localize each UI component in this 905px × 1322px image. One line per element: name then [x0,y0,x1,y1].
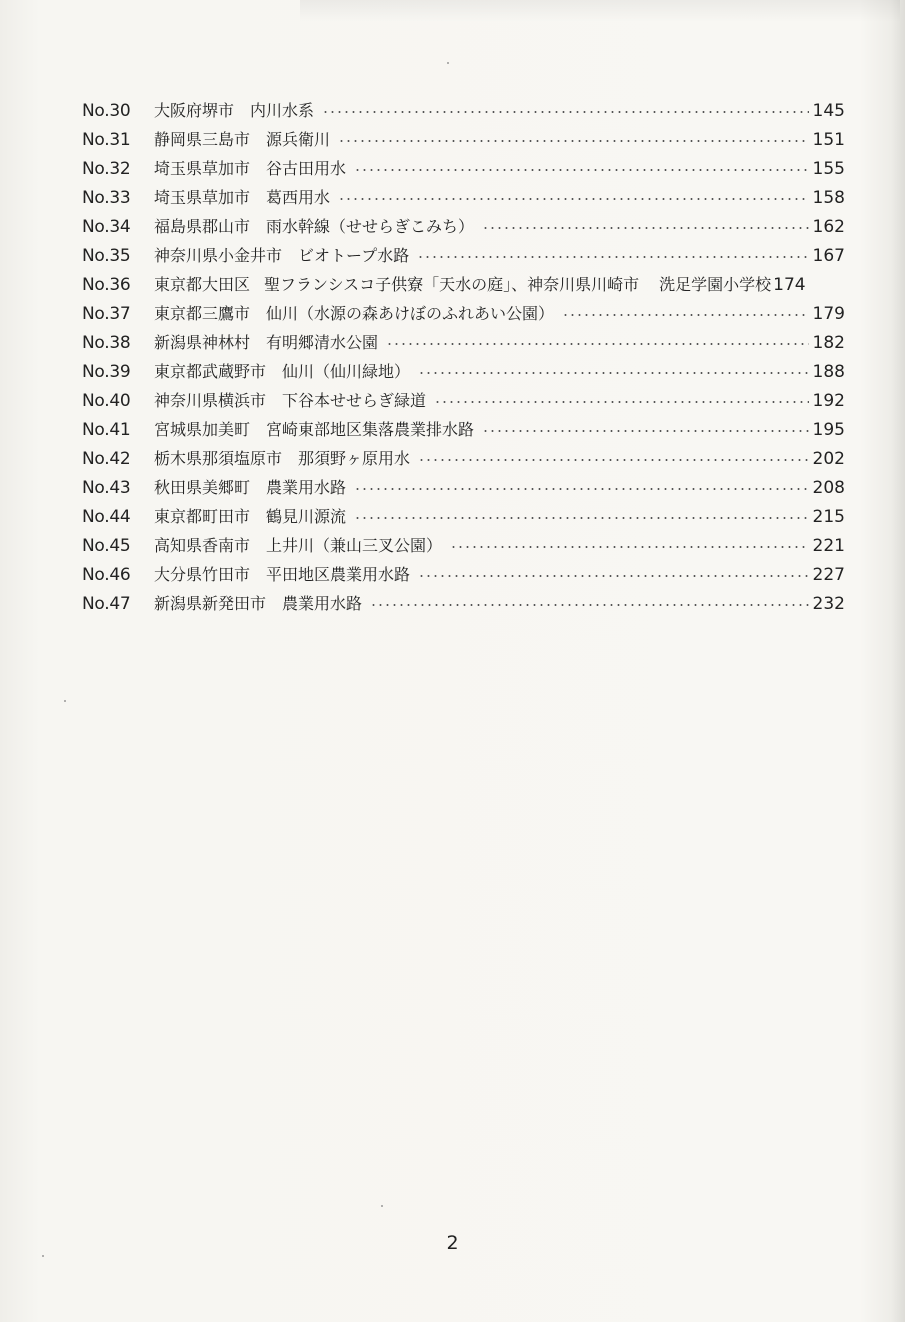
toc-page-number: 202 [812,449,845,469]
toc-title: 平田地区農業用水路 [266,565,411,584]
toc-page-number: 174 [773,275,806,295]
toc-title: 農業用水路 [282,594,363,613]
toc-page-number: 179 [812,304,845,324]
toc-title: 下谷本せせらぎ緑道 [282,391,427,410]
table-of-contents [82,96,845,618]
toc-place: 静岡県三島市 [154,130,251,149]
toc-title: 宮崎東部地区集落農業排水路 [266,420,475,439]
toc-number: No.42 [82,449,131,469]
toc-title: 農業用水路 [266,478,347,497]
toc-number: No.34 [82,217,131,237]
toc-number: No.38 [82,333,131,353]
toc-row [82,212,845,241]
toc-row [82,473,845,502]
toc-page-number: 208 [812,478,845,498]
toc-row [82,357,845,386]
toc-number: No.40 [82,391,131,411]
toc-page-number: 182 [812,333,845,353]
toc-title: 仙川（水源の森あけぼのふれあい公園） [266,304,555,323]
dot-leader [322,111,809,113]
toc-row [82,589,845,618]
toc-number: No.35 [82,246,131,266]
toc-place: 大分県竹田市 [154,565,251,584]
toc-row [82,125,845,154]
toc-page-number: 188 [812,362,845,382]
toc-place: 神奈川県小金井市 [154,246,283,265]
toc-page-number: 155 [812,159,845,179]
toc-title: 仙川（仙川緑地） [282,362,411,381]
toc-title: 鶴見川源流 [266,507,347,526]
toc-row [82,386,845,415]
toc-place: 東京都武蔵野市 [154,362,267,381]
toc-page-number: 232 [812,594,845,614]
toc-title: ビオトープ水路 [298,246,410,265]
toc-page-number: 145 [812,101,845,121]
toc-page-number: 162 [812,217,845,237]
dot-leader [434,401,809,403]
toc-page-number: 215 [812,507,845,527]
toc-page-number: 167 [812,246,845,266]
toc-page-number: 151 [812,130,845,150]
toc-place: 高知県香南市 [154,536,251,555]
toc-title: 源兵衛川 [266,130,331,149]
toc-number: No.30 [82,101,131,121]
toc-row [82,183,845,212]
dot-leader [450,546,809,548]
toc-number: No.47 [82,594,131,614]
toc-number: No.37 [82,304,131,324]
toc-number: No.46 [82,565,131,585]
scan-shadow-right [891,0,905,1322]
toc-place: 宮城県加美町 [154,420,251,439]
toc-number: No.43 [82,478,131,498]
toc-number: No.32 [82,159,131,179]
toc-place: 大阪府堺市 [154,101,235,120]
dot-leader [418,372,809,374]
dot-leader [482,430,809,432]
toc-place: 東京都三鷹市 [154,304,251,323]
toc-row [82,241,845,270]
toc-page-number: 158 [812,188,845,208]
dot-leader [370,604,809,606]
toc-title: 葛西用水 [266,188,331,207]
toc-row [82,270,845,299]
toc-row [82,299,845,328]
toc-row [82,154,845,183]
dot-leader [562,314,809,316]
toc-number: No.31 [82,130,131,150]
toc-number: No.36 [82,275,131,295]
toc-place: 埼玉県草加市 [154,188,251,207]
toc-page-number: 192 [812,391,845,411]
scan-speck [381,1205,383,1207]
dot-leader [354,488,809,490]
toc-row [82,531,845,560]
toc-title-extra: 洗足学園小学校 [659,275,772,294]
dot-leader [417,256,808,258]
toc-title: 那須野ヶ原用水 [298,449,411,468]
dot-leader [354,169,809,171]
toc-row [82,560,845,589]
toc-row [82,328,845,357]
toc-row [82,96,845,125]
dot-leader [354,517,809,519]
toc-number: No.39 [82,362,131,382]
toc-place: 東京都大田区 [154,275,251,294]
toc-place: 新潟県新発田市 [154,594,267,613]
toc-place: 新潟県神林村 [154,333,251,352]
toc-page-number: 221 [812,536,845,556]
toc-row [82,502,845,531]
toc-title: 聖フランシスコ子供寮「天水の庭」、神奈川県川崎市 [264,275,640,294]
toc-place: 秋田県美郷町 [154,478,251,497]
dot-leader [418,459,809,461]
toc-number: No.33 [82,188,131,208]
toc-title: 内川水系 [250,101,315,120]
scan-speck [42,1255,44,1257]
dot-leader [338,140,809,142]
toc-row [82,444,845,473]
scan-speck [447,62,449,64]
toc-place: 神奈川県横浜市 [154,391,267,410]
toc-place: 栃木県那須塩原市 [154,449,283,468]
toc-place: 埼玉県草加市 [154,159,251,178]
toc-row [82,415,845,444]
toc-page-number: 195 [812,420,845,440]
dot-leader [418,575,809,577]
toc-number: No.41 [82,420,131,440]
dot-leader [482,227,809,229]
dot-leader [386,343,809,345]
toc-place: 東京都町田市 [154,507,251,526]
toc-title: 谷古田用水 [266,159,347,178]
toc-number: No.45 [82,536,131,556]
dot-leader [338,198,809,200]
toc-number: No.44 [82,507,131,527]
toc-page-number: 227 [812,565,845,585]
toc-title: 有明郷清水公園 [266,333,379,352]
scan-speck [64,700,66,702]
toc-title: 雨水幹線（せせらぎこみち） [266,217,475,236]
toc-title: 上井川（兼山三叉公園） [266,536,443,555]
scan-shadow-top [300,0,900,22]
page-number: 2 [446,1232,459,1254]
toc-place: 福島県郡山市 [154,217,251,236]
